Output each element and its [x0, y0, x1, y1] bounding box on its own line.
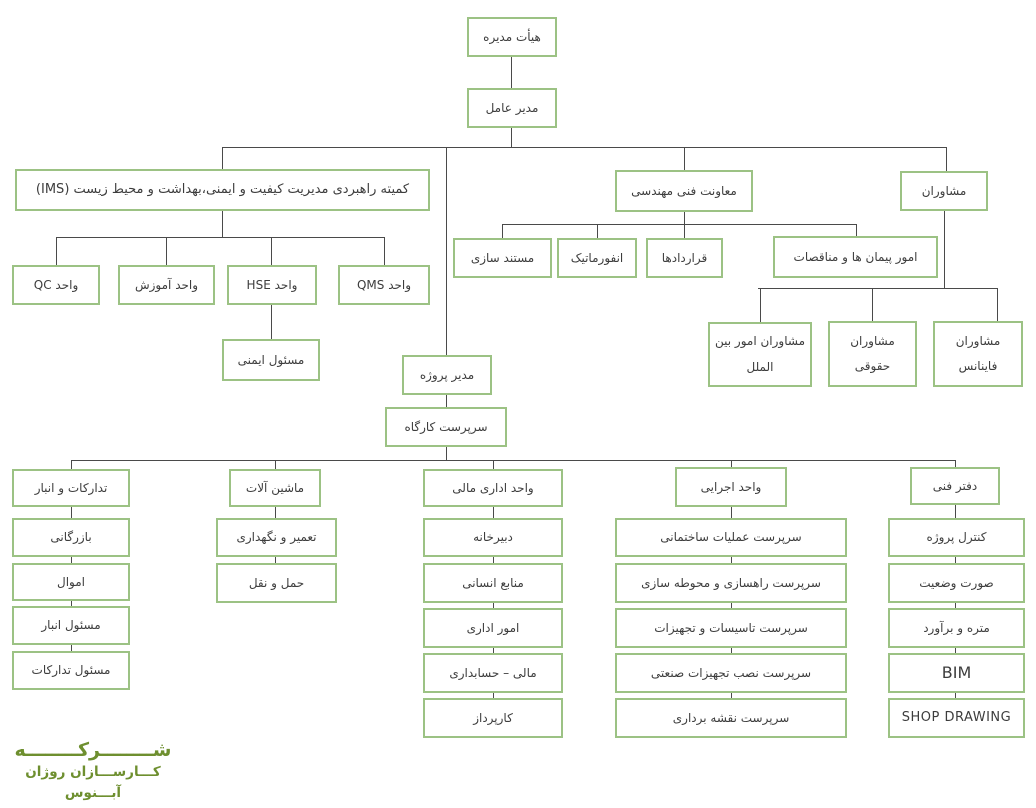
node-shop-drawing: SHOP DRAWING — [888, 698, 1025, 738]
connector-line — [955, 505, 956, 518]
node-industrial-installation-supervisor: سرپرست نصب تجهیزات صنعتی — [615, 653, 847, 693]
connector-line — [446, 147, 447, 355]
node-legal-consultants: مشاوران حقوقی — [828, 321, 917, 387]
node-site-supervisor: سرپرست کارگاه — [385, 407, 507, 447]
node-project-manager: مدیر پروژه — [402, 355, 492, 395]
node-facilities-equipment-supervisor: سرپرست تاسیسات و تجهیزات — [615, 608, 847, 648]
connector-line — [271, 305, 272, 339]
connector-line — [597, 224, 598, 238]
node-training-unit: واحد آموزش — [118, 265, 215, 305]
connector-line — [275, 507, 276, 518]
connector-line — [946, 147, 947, 171]
connector-line — [684, 147, 685, 170]
node-finance-consultants: مشاوران فاینانس — [933, 321, 1023, 387]
node-board-of-directors: هیأت مدیره — [467, 17, 557, 57]
node-admin-finance-unit: واحد اداری مالی — [423, 469, 563, 507]
node-informatics: انفورماتیک — [557, 238, 637, 278]
node-technical-office: دفتر فنی — [910, 467, 1000, 505]
node-secretariat: دبیرخانه — [423, 518, 563, 557]
node-machinery: ماشین آلات — [229, 469, 321, 507]
connector-line — [955, 460, 956, 467]
node-ceo: مدیر عامل — [467, 88, 557, 128]
node-road-landscaping-supervisor: سرپرست راهسازی و محوطه سازی — [615, 563, 847, 603]
node-contracts: قراردادها — [646, 238, 723, 278]
connector-line — [760, 288, 761, 322]
connector-line — [71, 460, 955, 461]
node-project-control: کنترل پروژه — [888, 518, 1025, 557]
connector-line — [731, 460, 732, 467]
connector-line — [684, 212, 685, 238]
connector-line — [275, 460, 276, 469]
connector-line — [222, 147, 223, 169]
node-safety-officer: مسئول ایمنی — [222, 339, 320, 381]
node-finance-accounting: مالی – حسابداری — [423, 653, 563, 693]
node-consultants: مشاوران — [900, 171, 988, 211]
connector-line — [731, 507, 732, 518]
connector-line — [271, 237, 272, 265]
node-international-consultants: مشاوران امور بین الملل — [708, 322, 812, 387]
node-bim: BIM — [888, 653, 1025, 693]
company-logo — [8, 738, 178, 804]
node-admin-affairs: امور اداری — [423, 608, 563, 648]
connector-line — [997, 288, 998, 321]
node-commerce: بازرگانی — [12, 518, 130, 557]
node-qms-unit: واحد QMS — [338, 265, 430, 305]
logo-text-line1: شــــــــرکــــــــه — [14, 739, 172, 761]
connector-line — [758, 288, 998, 289]
node-surveying-supervisor: سرپرست نقشه برداری — [615, 698, 847, 738]
node-progress-statement: صورت وضعیت — [888, 563, 1025, 603]
node-ims-committee: کمیته راهبردی مدیریت کیفیت و ایمنی،بهداشت و محیط زیست (IMS) — [15, 169, 430, 211]
connector-line — [222, 211, 223, 237]
connector-line — [493, 507, 494, 518]
connector-line — [446, 447, 447, 460]
connector-line — [56, 237, 57, 265]
node-procurement-warehouse: تدارکات و انبار — [12, 469, 130, 507]
node-executive-unit: واحد اجرایی — [675, 467, 787, 507]
connector-line — [71, 507, 72, 518]
connector-line — [222, 147, 947, 148]
connector-line — [56, 237, 385, 238]
connector-line — [944, 211, 945, 288]
node-purchasing-agent: کارپرداز — [423, 698, 563, 738]
connector-line — [511, 57, 512, 88]
node-quantity-survey: متره و برآورد — [888, 608, 1025, 648]
node-transport: حمل و نقل — [216, 563, 337, 603]
node-procurement-officer: مسئول تدارکات — [12, 651, 130, 690]
node-tenders-affairs: امور پیمان ها و مناقصات — [773, 236, 938, 278]
connector-line — [446, 395, 447, 407]
connector-line — [384, 237, 385, 265]
node-construction-operations-supervisor: سرپرست عملیات ساختمانی — [615, 518, 847, 557]
node-assets: اموال — [12, 563, 130, 601]
connector-line — [166, 237, 167, 265]
connector-line — [502, 224, 503, 238]
connector-line — [493, 460, 494, 469]
node-qc-unit: واحد QC — [12, 265, 100, 305]
connector-line — [856, 224, 857, 236]
node-human-resources: منابع انسانی — [423, 563, 563, 603]
connector-line — [71, 460, 72, 469]
node-warehouse-keeper: مسئول انبار — [12, 606, 130, 645]
node-hse-unit: واحد HSE — [227, 265, 317, 305]
connector-line — [872, 288, 873, 321]
node-maintenance: تعمیر و نگهداری — [216, 518, 337, 557]
connector-line — [511, 128, 512, 148]
logo-text-line2: کـــارســـازان روژان آبـــنوس — [25, 764, 161, 801]
node-documentation: مستند سازی — [453, 238, 552, 278]
node-technical-deputy: معاونت فنی مهندسی — [615, 170, 753, 212]
connector-line — [502, 224, 856, 225]
